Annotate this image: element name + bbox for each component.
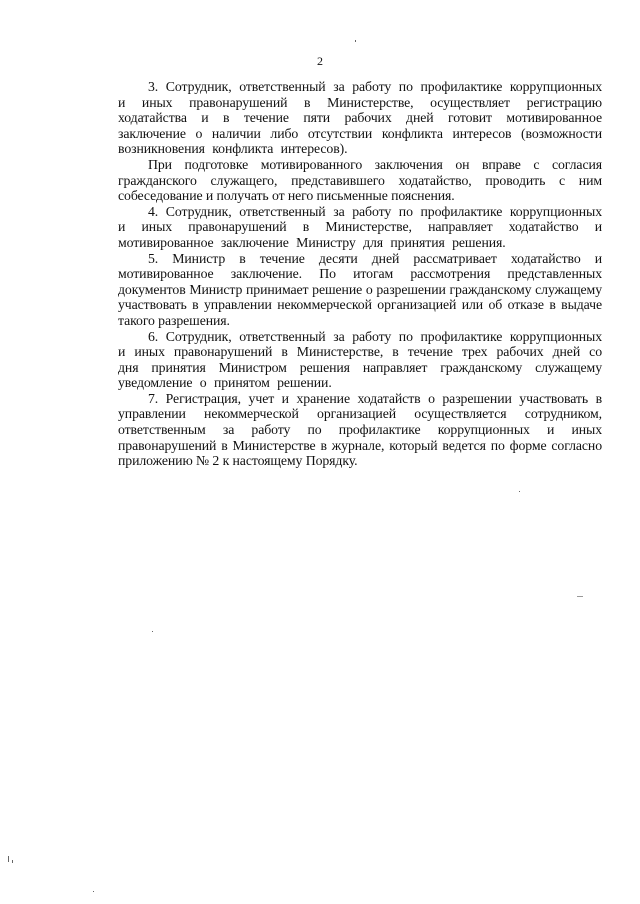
scan-speck — [93, 891, 94, 892]
paragraph-5: 5. Министр в течение десяти дней рассматривает ходатайство и мотивированное заключение. По итогам рассмотрения представленных документов Министр принимает решение о разрешении гражданскому служащему участвовать в управлении некоммерческой организацией или об отказе в выдаче такого разрешения. — [118, 250, 602, 328]
scan-speck — [8, 856, 9, 862]
scan-speck — [12, 860, 13, 863]
paragraph-4: 4. Сотрудник, ответственный за работу по профилактике коррупционных и иных правонарушений в Министерстве, направляет ходатайство и мотивированное заключение Министру для принятия решения. — [118, 203, 602, 250]
paragraph-6: 6. Сотрудник, ответственный за работу по профилактике коррупционных и иных правонарушений в Министерстве, в течение трех рабочих дней со дня принятия Министром решения направляет гражданскому служащему уведомление о принятом решении. — [118, 328, 602, 391]
scan-speck — [577, 596, 583, 597]
scan-speck — [152, 631, 153, 632]
paragraph-3: 3. Сотрудник, ответственный за работу по профилактике коррупционных и иных правонарушений в Министерстве, осуществляет регистрацию ходатайства и в течение пяти рабочих дней готовит мотивированное заключение о наличии либо отсутствии конфликта интересов (возможности возникновения конфликта интересов). — [118, 79, 602, 157]
scan-speck — [519, 491, 520, 492]
paragraph-7: 7. Регистрация, учет и хранение ходатайств о разрешении участвовать в управлении некоммерческой организацией осуществляется сотрудником, ответственным за работу по профилактике коррупционных и иных правонарушений в Министерстве в журнале, который ведется по форме согласно приложению № 2 к настоящему Порядку. — [118, 390, 602, 469]
scan-speck — [355, 40, 356, 42]
document-body — [118, 79, 602, 469]
page-number: 2 — [317, 54, 323, 68]
paragraph-3-continuation: При подготовке мотивированного заключения он вправе с согласия гражданского служащего, представившего ходатайство, проводить с ним собеседование и получать от него письменные пояснения. — [118, 156, 602, 204]
